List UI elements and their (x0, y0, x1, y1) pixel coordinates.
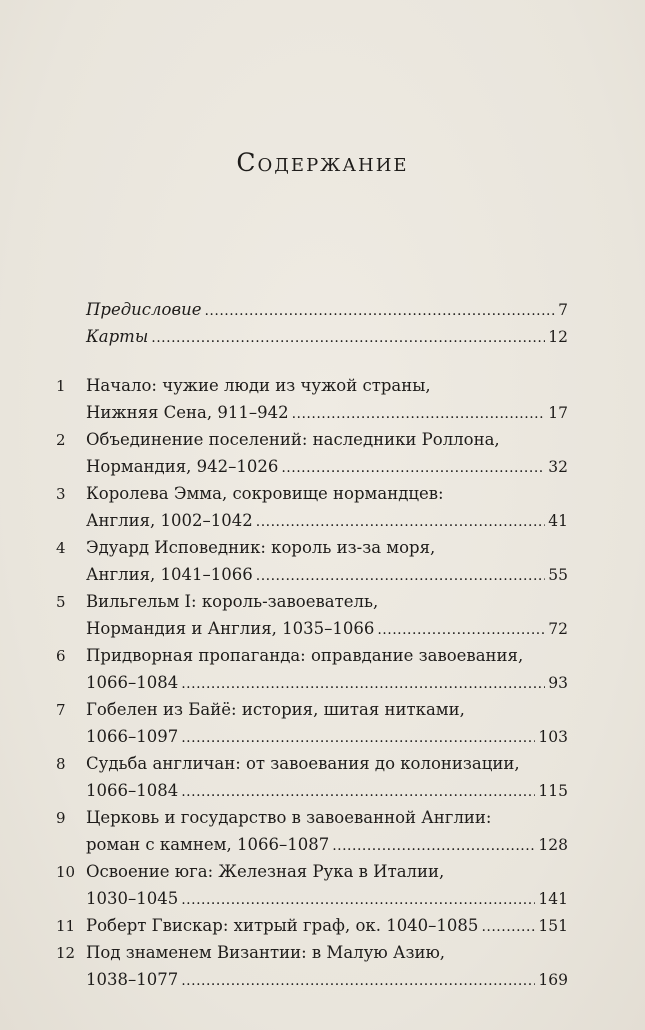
chapter-title-line1: Освоение юга: Железная Рука в Италии, (86, 862, 445, 881)
chapter-title-line1: Начало: чужие люди из чужой страны, (86, 376, 431, 395)
chapter-entry-2[interactable] (56, 426, 568, 480)
chapter-number: 3 (56, 485, 66, 503)
leader-dots (481, 914, 535, 941)
leader-dots (281, 455, 545, 482)
chapter-entry-1[interactable] (56, 372, 568, 426)
chapter-page: 151 (538, 917, 568, 935)
leader-dots (332, 833, 535, 860)
chapter-number: 7 (56, 701, 66, 719)
chapter-page: 72 (548, 620, 568, 638)
chapter-entry-12[interactable] (56, 939, 568, 993)
leader-dots (181, 887, 535, 914)
leader-dots (181, 968, 535, 995)
leader-dots (377, 617, 545, 644)
chapter-title-line1: Эдуард Исповедник: король из-за моря, (86, 538, 436, 557)
chapter-page: 115 (538, 782, 568, 800)
chapter-title-line2: Англия, 1002–1042 (86, 511, 253, 530)
chapter-number: 1 (56, 377, 66, 395)
chapter-title-line2: 1066–1084 (86, 673, 179, 692)
chapter-title-line2: Нормандия, 942–1026 (86, 457, 279, 476)
chapter-entry-11[interactable] (56, 912, 568, 939)
chapter-title-line1: Церковь и государство в завоеванной Англии: (86, 808, 492, 827)
chapter-page: 32 (548, 458, 568, 476)
chapter-title-line1: Объединение поселений: наследники Роллона, (86, 430, 500, 449)
chapter-number: 4 (56, 539, 66, 557)
leader-dots (151, 325, 545, 352)
chapter-title-line2: 1030–1045 (86, 889, 179, 908)
toc-entry-title: Предисловие (86, 300, 202, 319)
chapter-title-line2: 1066–1097 (86, 727, 179, 746)
chapter-entry-4[interactable] (56, 534, 568, 588)
chapter-page: 128 (538, 836, 568, 854)
chapter-page: 93 (548, 674, 568, 692)
chapter-page: 55 (548, 566, 568, 584)
chapter-page: 141 (538, 890, 568, 908)
chapter-title-line1: Королева Эмма, сокровище нормандцев: (86, 484, 444, 503)
leader-dots (256, 563, 546, 590)
leader-dots (181, 779, 535, 806)
toc-entry-maps[interactable] (56, 323, 568, 350)
toc-entry-page: 7 (558, 301, 568, 319)
chapter-title-line1: Под знаменем Византии: в Малую Азию, (86, 943, 446, 962)
chapter-title-line1: Придворная пропаганда: оправдание завоевания, (86, 646, 524, 665)
chapter-number: 12 (56, 944, 76, 962)
chapter-title-line2: Англия, 1041–1066 (86, 565, 253, 584)
toc-entry-page: 12 (548, 328, 568, 346)
chapter-page: 169 (538, 971, 568, 989)
chapter-title-line1: Вильгельм I: король-завоеватель, (86, 592, 379, 611)
chapter-number: 5 (56, 593, 66, 611)
chapter-title: Роберт Гвискар: хитрый граф, ок. 1040–1085 (86, 916, 479, 935)
chapter-entry-9[interactable] (56, 804, 568, 858)
leader-dots (204, 298, 555, 325)
chapter-title-line1: Судьба англичан: от завоевания до колонизации, (86, 754, 520, 773)
chapter-title-line2: 1066–1084 (86, 781, 179, 800)
chapter-entry-3[interactable] (56, 480, 568, 534)
front-matter-list (56, 296, 568, 350)
chapter-title-line2: Нижняя Сена, 911–942 (86, 403, 289, 422)
leader-dots (181, 671, 545, 698)
chapter-title-line2: роман с камнем, 1066–1087 (86, 835, 330, 854)
chapter-entry-10[interactable] (56, 858, 568, 912)
chapter-title-line2: Нормандия и Англия, 1035–1066 (86, 619, 375, 638)
chapter-page: 103 (538, 728, 568, 746)
chapter-page: 17 (548, 404, 568, 422)
page-title: Содержание (236, 148, 409, 177)
chapter-entry-6[interactable] (56, 642, 568, 696)
chapter-number: 6 (56, 647, 66, 665)
chapter-title-line1: Гобелен из Байё: история, шитая нитками, (86, 700, 465, 719)
leader-dots (181, 725, 535, 752)
chapter-entry-5[interactable] (56, 588, 568, 642)
chapter-number: 9 (56, 809, 66, 827)
chapter-number: 8 (56, 755, 66, 773)
chapter-entry-7[interactable] (56, 696, 568, 750)
chapter-title-line2: 1038–1077 (86, 970, 179, 989)
chapter-number: 2 (56, 431, 66, 449)
toc-entry-title: Карты (86, 327, 149, 346)
chapter-list (56, 372, 568, 993)
chapter-number: 10 (56, 863, 76, 881)
chapter-number: 11 (56, 917, 76, 935)
leader-dots (292, 401, 546, 428)
leader-dots (256, 509, 546, 536)
toc-entry-preface[interactable] (56, 296, 568, 323)
chapter-page: 41 (548, 512, 568, 530)
chapter-entry-8[interactable] (56, 750, 568, 804)
